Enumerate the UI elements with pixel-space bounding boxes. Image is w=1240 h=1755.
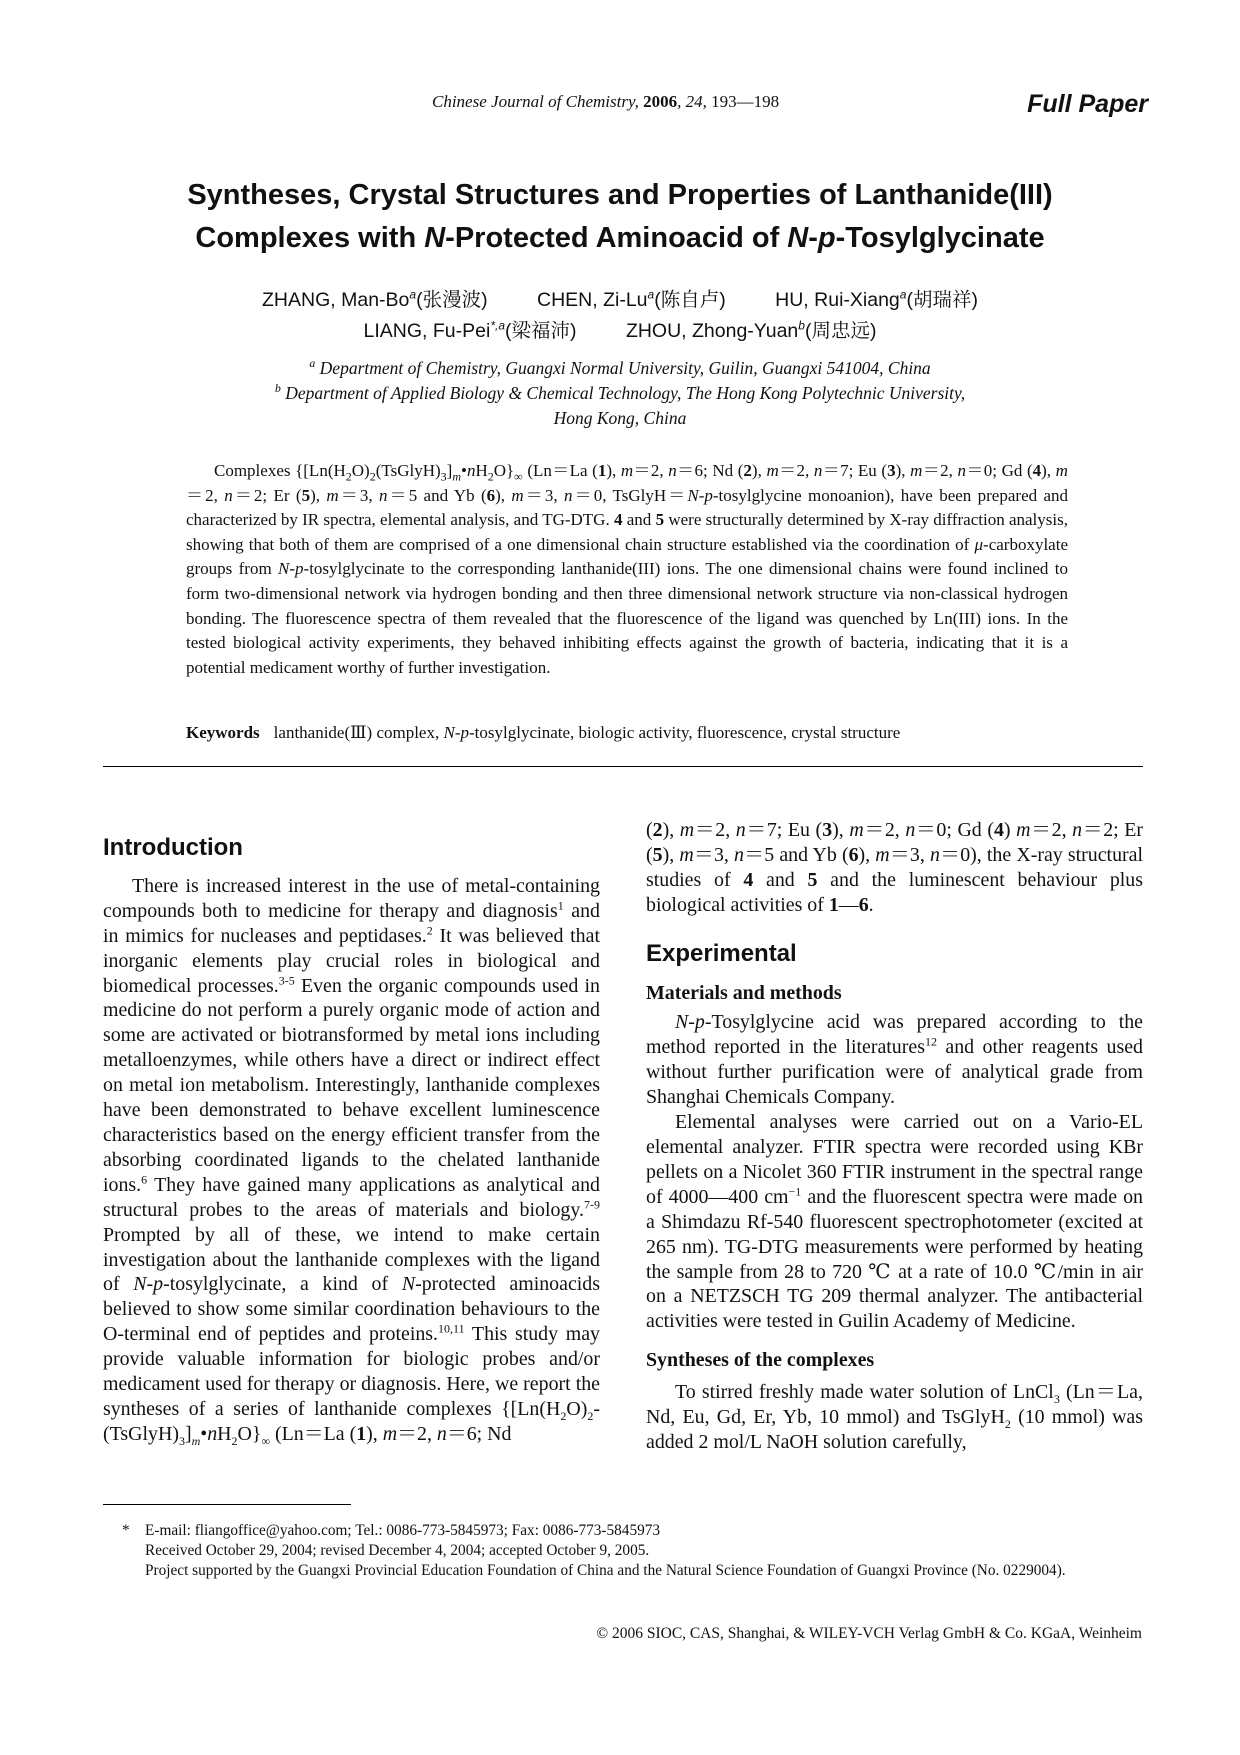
abstract: Complexes $\{[Ln(H_2O)_2(TsGlyH)_3]_m•nH_2O\}_\infty$ (Ln＝La (1), m＝2, n＝6; Nd (2), m＝2, n＝7; Eu (3), m＝2, n＝0; Gd (4), m＝2, n＝2; Er (5), m＝3, n＝5 and Yb (6), m＝3, n＝0, TsGlyH＝N-p-tosylglycine monoanion), have been prepared and characterized by IR spectra, elemental analysis, and TG-DTG. 4 and 5 were structurally determined by X-ray diffraction analysis, showing that both of them are comprised of a one dimensional chain structure established via the coordination of μ-carboxylate groups from N-p-tosylglycinate to the corresponding lanthanide(III) ions. The one dimensional chains were found inclined to form two-dimensional network via hydrogen bonding and then three dimensional network structure via non-classical hydrogen bonding. The fluorescence spectra of them revealed that the fluorescence of the ligand was quenched by Ln(III) ions. In the tested biological activity experiments, they behaved inhibiting effects against the growth of bacteria, indicating that it is a potential medicament worthy of further investigation. [186,461,1069,677]
author-list [100,285,1140,347]
keywords: Keywords lanthanide(Ⅲ) complex, N-p-tosylglycinate, biologic activity, fluorescence, crystal structure [186,723,901,742]
journal-citation: Chinese Journal of Chemistry, 2006, 24, 193—198 [432,92,780,111]
affiliation-b: $^b$ Department of Applied Biology & Chemical Technology, The Hong Kong Polytechnic University, [274,381,966,403]
section-heading-experimental: Experimental [646,939,797,967]
subsection-heading-syntheses: Syntheses of the complexes [646,1349,875,1372]
footnote-contact: E-mail: fliangoffice@yahoo.com; Tel.: 0086-773-5845973; Fax: 0086-773-5845973 [145,1522,661,1539]
paper-title [100,174,1140,260]
column-right [646,818,1143,1455]
author: ZHANG, Man-Bo$^a$(张漫波) [262,287,488,311]
affiliation-b-cont: Hong Kong, China [553,408,687,428]
methods-paragraph: Elemental analyses were carried out on a Vario-EL elemental analyzer. FTIR spectra were recorded using KBr pellets on a Nicolet 360 FTIR instrument in the spectral range of 4000—400 $cm^{-1}$ and the fluorescent spectra were made on a Shimdazu Rf-540 fluorescent spectrophotometer (excited at 265 nm). TG-DTG measurements were performed by heating the sample from 28 to 720 ℃ at a rate of 10.0 ℃/min in air on a NETZSCH TG 209 thermal analyzer. The antibacterial activities were tested in Guilin Academy of Medicine. [646,1111,1143,1333]
keywords-label: Keywords [186,723,260,742]
introduction-paragraph: There is increased interest in the use of metal-containing compounds both to medicine for therapy and diagnosis$^1$ and in mimics for nucleases and peptidases.$^2$ It was believed that inorganic elements play crucial roles in biological and biomedical processes.$^{3-5}$ Even the organic compounds used in medicine do not perform a purely organic mode of action and some are activated or biotransformed by metal ions including metalloenzymes, while others have a direct or indirect effect on metal ion metabolism. Interestingly, lanthanide complexes have been demonstrated to behave excellent luminescence characteristics based on the energy efficient transfer from the absorbing coordinated ligands to the chelated lanthanide ions.$^6$ They have gained many applications as analytical and structural probes to the areas of materials and biology.$^{7-9}$ Prompted by all of these, we intend to make certain investigation about the lanthanide complexes with the ligand of N-p-tosylglycinate, a kind of N-protected aminoacids believed to show some similar coordination behaviours to the O-terminal end of peptides and proteins.$^{10,11}$ This study may provide valuable information for biologic probes and/or medicament used for therapy or diagnosis. Here, we report the syntheses of a series of lanthanide complexes $\{[Ln(H_2O)_2-(TsGlyH)_3]_m•nH_2O\}_\infty$ (Ln＝La (1), m＝2, n＝6; Nd [103,874,601,1448]
journal-year: 2006 [643,92,678,111]
paper-type-label: Full Paper [1027,90,1148,118]
footnote-funding: Project supported by the Guangxi Provincial Education Foundation of China and the Natural Science Foundation of Guangxi Province (No. 0229004). [145,1562,1066,1579]
author-corresponding: LIANG, Fu-Pei$^{*,a}$(梁福沛) [363,318,577,342]
footnote-marker: * [122,1522,130,1539]
footnote [122,1521,1140,1581]
introduction-paragraph-continued: (2), m＝2, n＝7; Eu (3), m＝2, n＝0; Gd (4) m＝2, n＝2; Er (5), m＝3, n＝5 and Yb (6), m＝3, n＝0), the X-ray structural studies of 4 and 5 and the luminescent behaviour plus biological activities of 1—6. [646,819,1144,916]
title-line-2: Complexes with N-Protected Aminoacid of N-p-Tosylglycinate [195,222,1045,254]
syntheses-paragraph: To stirred freshly made water solution of LnCl$_3$ (Ln＝La, Nd, Eu, Gd, Er, Yb, 10 mmol) and TsGlyH$_2$ (10 mmol) was added 2 mol/L NaOH solution carefully, [646,1381,1143,1453]
column-left [103,836,600,1447]
author: ZHOU, Zhong-Yuan$^b$(周忠远) [625,318,877,342]
affiliations [100,356,1140,431]
copyright-notice: © 2006 SIOC, CAS, Shanghai, & WILEY-VCH Verlag GmbH & Co. KGaA, Weinheim [596,1625,1142,1642]
section-divider [103,766,1143,767]
title-line-1: Syntheses, Crystal Structures and Properties of Lanthanide(III) [187,179,1053,211]
journal-name: Chinese Journal of Chemistry, [432,92,639,111]
journal-volume: 24 [685,92,703,111]
footnote-divider [103,1504,351,1505]
journal-pages: 193—198 [711,92,780,111]
section-heading-introduction: Introduction [103,834,243,861]
materials-paragraph: N-p-Tosylglycine acid was prepared according to the method reported in the literatures$^{12}$ and other reagents used without further purification were of analytical grade from Shanghai Chemicals Company. [646,1011,1143,1109]
footnote-dates: Received October 29, 2004; revised December 4, 2004; accepted October 9, 2005. [145,1542,650,1559]
author: CHEN, Zi-Lu$^a$(陈自卢) [537,287,726,311]
affiliation-a: $^a$ Department of Chemistry, Guangxi Normal University, Guilin, Guangxi 541004, China [309,356,931,378]
subsection-heading-materials: Materials and methods [646,981,842,1004]
author: HU, Rui-Xiang$^a$(胡瑞祥) [775,287,978,311]
